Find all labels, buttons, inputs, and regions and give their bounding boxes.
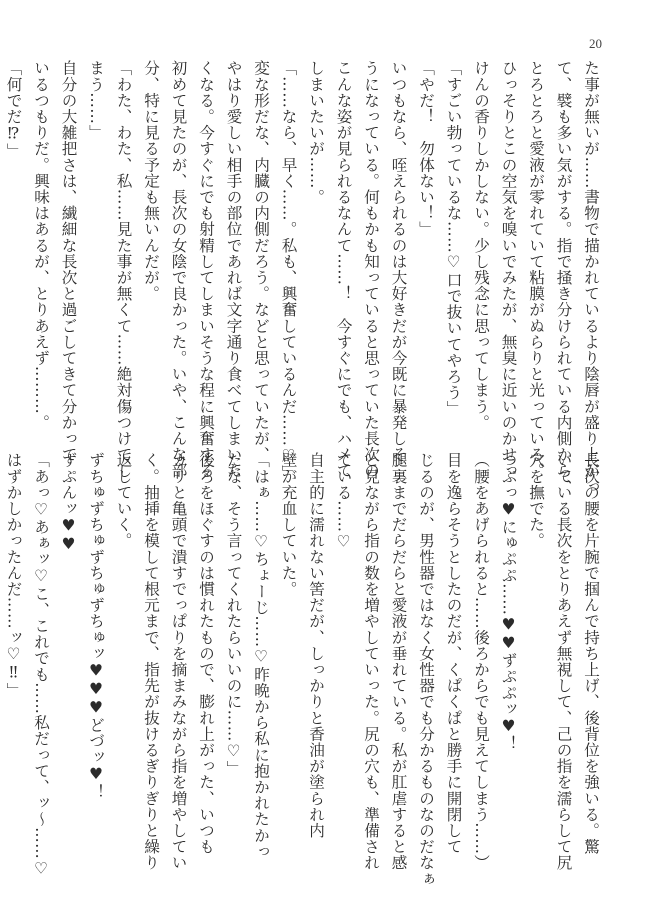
text-column: 壁が充血していた。 bbox=[279, 452, 298, 597]
text-column: しまいたいが……。 bbox=[307, 60, 325, 205]
text-column: ひっそりとこの空気を嗅いでみたが、無臭に近いのかせっ bbox=[499, 60, 518, 479]
text-column: 「……なら、早く……。私も、興奮しているんだ……♡」 bbox=[279, 60, 298, 481]
text-column: 腿裏までだらだらと愛液が垂れている。私が肛虐すると感 bbox=[389, 452, 408, 871]
text-column: と見ながら指の数を増やしていった。尻の穴も、準備され bbox=[362, 452, 380, 871]
text-column: て、襞も多い気がする。指で掻き分けられている内側から、 bbox=[554, 60, 573, 495]
text-column: はずかしかったんだ……ッ♡‼」 bbox=[4, 452, 23, 699]
lower-text-block bbox=[4, 452, 604, 887]
text-column: 変な形だな、内臓の内側だろう。などと思っていたが、 bbox=[252, 60, 270, 463]
text-column: ている……♡ bbox=[334, 452, 353, 551]
text-column: くなる。今すぐにでも射精してしまいそうな程に興奮する bbox=[197, 60, 215, 479]
text-column: 「あっ♡あぁッ♡こ、これでも……私だって、ッ〜……♡ bbox=[32, 452, 50, 878]
text-column: いつもなら、咥えられるのは大好きだが今既に暴発しそ bbox=[389, 60, 408, 463]
text-column: 自主的に濡れない筈だが、しっかりと香油が塗られ内 bbox=[307, 452, 325, 839]
text-column: たな、そう言ってくれたらいいのに……♡」 bbox=[224, 452, 243, 777]
text-column: 「すごい勃っているな……♡口で抜いてやろう」 bbox=[444, 60, 463, 417]
text-column: 後ろをほぐすのは慣れたもので、膨れ上がった、いつも bbox=[197, 452, 215, 855]
text-column: カリと亀頭で潰すでっぱりを摘まみながら指を増やしてい bbox=[169, 452, 188, 871]
text-column: 返していく。 bbox=[114, 452, 133, 549]
text-column: こんな姿が見られるなんて……！ 今すぐにでも、ハメて bbox=[334, 60, 353, 479]
text-column: まう……」 bbox=[87, 60, 105, 141]
text-column: けんの香りしかしない。少し残念に思ってしまう。 bbox=[472, 60, 490, 431]
upper-text-block bbox=[4, 60, 604, 495]
page-number: 20 bbox=[589, 36, 602, 51]
text-column: 自分の大雑把さは、繊細な長次と過ごしてきて分かって bbox=[59, 60, 78, 463]
text-column: た事が無いが……書物で描かれているより陰唇が盛り上がっ bbox=[582, 60, 600, 495]
text-column: うになっている。何もかも知っていると思っていた長次の bbox=[362, 60, 380, 479]
text-column: いている長次をとりあえず無視して、己の指を濡らして尻 bbox=[554, 452, 573, 871]
text-column: く。抽挿を模して根元まで、指先が抜けるぎりぎりと繰り bbox=[142, 452, 160, 871]
text-column: とろとろと愛液が零れていて粘膜がぬらりと光っている。 bbox=[527, 60, 545, 479]
text-column: やはり愛しい相手の部位であれば文字通り食べてしまいた bbox=[224, 60, 243, 479]
text-column: 穴を撫でた。 bbox=[527, 452, 545, 549]
text-column: 「わた、わた、私……見た事が無くて……絶対傷つけてし bbox=[114, 60, 133, 479]
text-column: ずぷんッ♥♥ bbox=[59, 452, 78, 554]
text-column: 「やだ！ 勿体ない！」 bbox=[417, 60, 435, 238]
text-column: 目を逸らそうとしたのだが、くぱくぱと勝手に開閉して bbox=[444, 452, 463, 855]
text-column: つぷっ♥にゅぷぷ……♥♥ずぷぷッ♥！ bbox=[499, 452, 518, 752]
text-column: いるつもりだ。興味はあるが、とりあえず………。 bbox=[32, 60, 50, 431]
text-column: 初めて見たのが、長次の女陰で良かった。いや、こんな部 bbox=[169, 60, 188, 479]
text-column: 「はぁ……♡ちょーじ……♡昨晩から私に抱かれたかっ bbox=[252, 452, 270, 860]
text-column: ずちゅずちゅずちゅずちゅッ♥♥♥どづッ♥！ bbox=[87, 452, 105, 800]
text-column: 「何でだ⁉」 bbox=[4, 60, 23, 159]
text-column: （腰をあげられると……後ろからでも見えてしまう……） bbox=[472, 452, 490, 871]
text-column: じるのが、男性器ではなく女性器でも分かるものなのだなぁ bbox=[417, 452, 435, 887]
text-column: 長次の腰を片腕で掴んで持ち上げ、後背位を強いる。驚 bbox=[582, 452, 600, 855]
text-column: 分、特に見る予定も無いんだが。 bbox=[142, 60, 160, 302]
